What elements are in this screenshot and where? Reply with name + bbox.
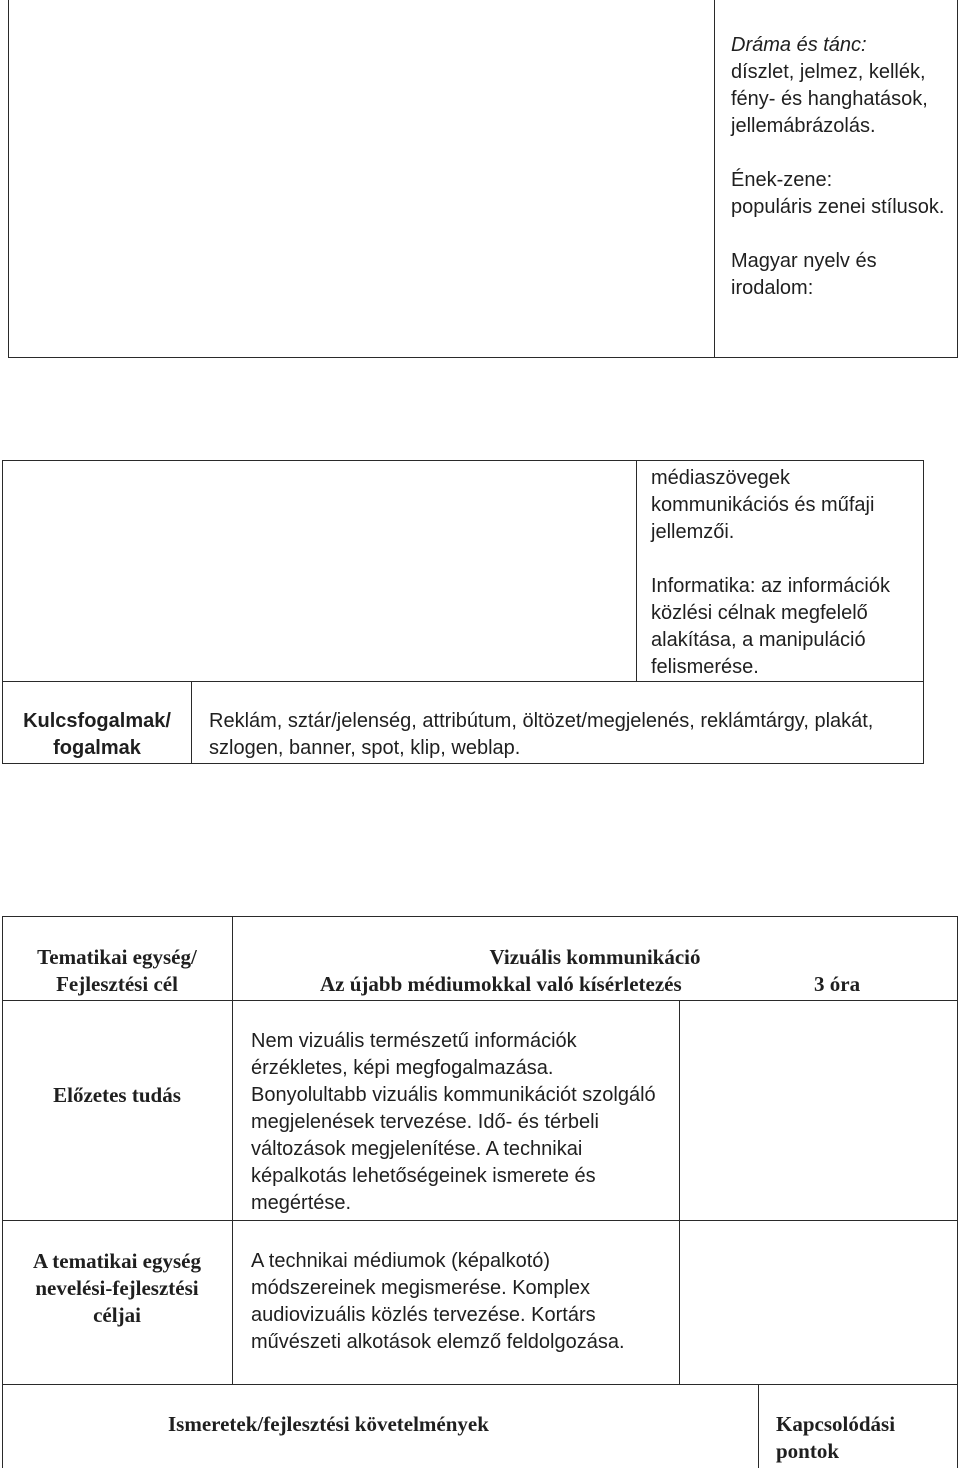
kulcsfogalmak-text: Reklám, sztár/jelenség, attribútum, öltözet/megjelenés, reklámtárgy, plakát, szlogen, banner, spot, klip, weblap. — [209, 710, 874, 759]
tematikai-label: Tematikai egység/ Fejlesztési cél — [37, 945, 197, 996]
elozetes-text: Nem vizuális természetű információk érzékletes, képi megfogalmazása. Bonyolultabb vizuális kommunikációt szolgáló megjelenések tervezése. Idő- és térbeli változások megjelenítése. A technikai képalkotás lehetőségeinek ismerete és megértése. — [251, 1030, 656, 1214]
table2-row-divider — [2, 681, 924, 682]
elozetes-label: Előzetes tudás — [53, 1083, 181, 1107]
connections-cell-top — [731, 32, 951, 302]
celjai-label: A tematikai egység nevelési-fejlesztési céljai — [33, 1249, 201, 1327]
drama-text: díszlet, jelmez, kellék, fény- és hanghatások, jellemábrázolás. — [731, 61, 928, 137]
kulcsfogalmak-label: Kulcsfogalmak/ fogalmak — [23, 710, 171, 759]
table2-divider-top — [636, 460, 637, 682]
unit-hours: 3 óra — [814, 972, 861, 996]
table3-row3-divider — [2, 1384, 958, 1385]
enek-text: populáris zenei stílusok. — [731, 196, 945, 218]
celjai-text: A technikai médiumok (képalkotó) módszereinek megismerése. Komplex audiovizuális közlés tervezése. Kortárs művészeti alkotások elemző feldolgozása. — [251, 1250, 625, 1353]
kapcsolodasi-label: Kapcsolódási pontok — [776, 1412, 896, 1463]
table3-right-divider — [679, 1000, 680, 1384]
table3-row1-divider — [2, 1000, 958, 1001]
table3-label-divider — [232, 916, 233, 1384]
informatika-text: Informatika: az információk közlési célnak megfelelő alakítása, a manipuláció felismerése. — [651, 575, 890, 678]
ismeretek-label: Ismeretek/fejlesztési követelmények — [168, 1412, 489, 1436]
connections-cell-middle — [651, 465, 919, 681]
unit-subtitle: Az újabb médiumokkal való kísérletezés — [320, 972, 682, 996]
magyar-title: Magyar nyelv és irodalom: — [731, 250, 877, 299]
unit-title — [232, 944, 958, 971]
drama-title: Dráma és tánc: — [731, 34, 867, 56]
unit-title-main: Vizuális kommunikáció — [489, 945, 701, 969]
media-text: médiaszövegek kommunikációs és műfaji jellemzői. — [651, 467, 875, 543]
table-connections-top-divider — [714, 0, 715, 358]
table3-footer-divider — [758, 1384, 759, 1468]
table2-divider-bottom — [191, 681, 192, 764]
enek-title: Ének-zene: — [731, 169, 833, 191]
table3-row2-divider — [2, 1220, 958, 1221]
